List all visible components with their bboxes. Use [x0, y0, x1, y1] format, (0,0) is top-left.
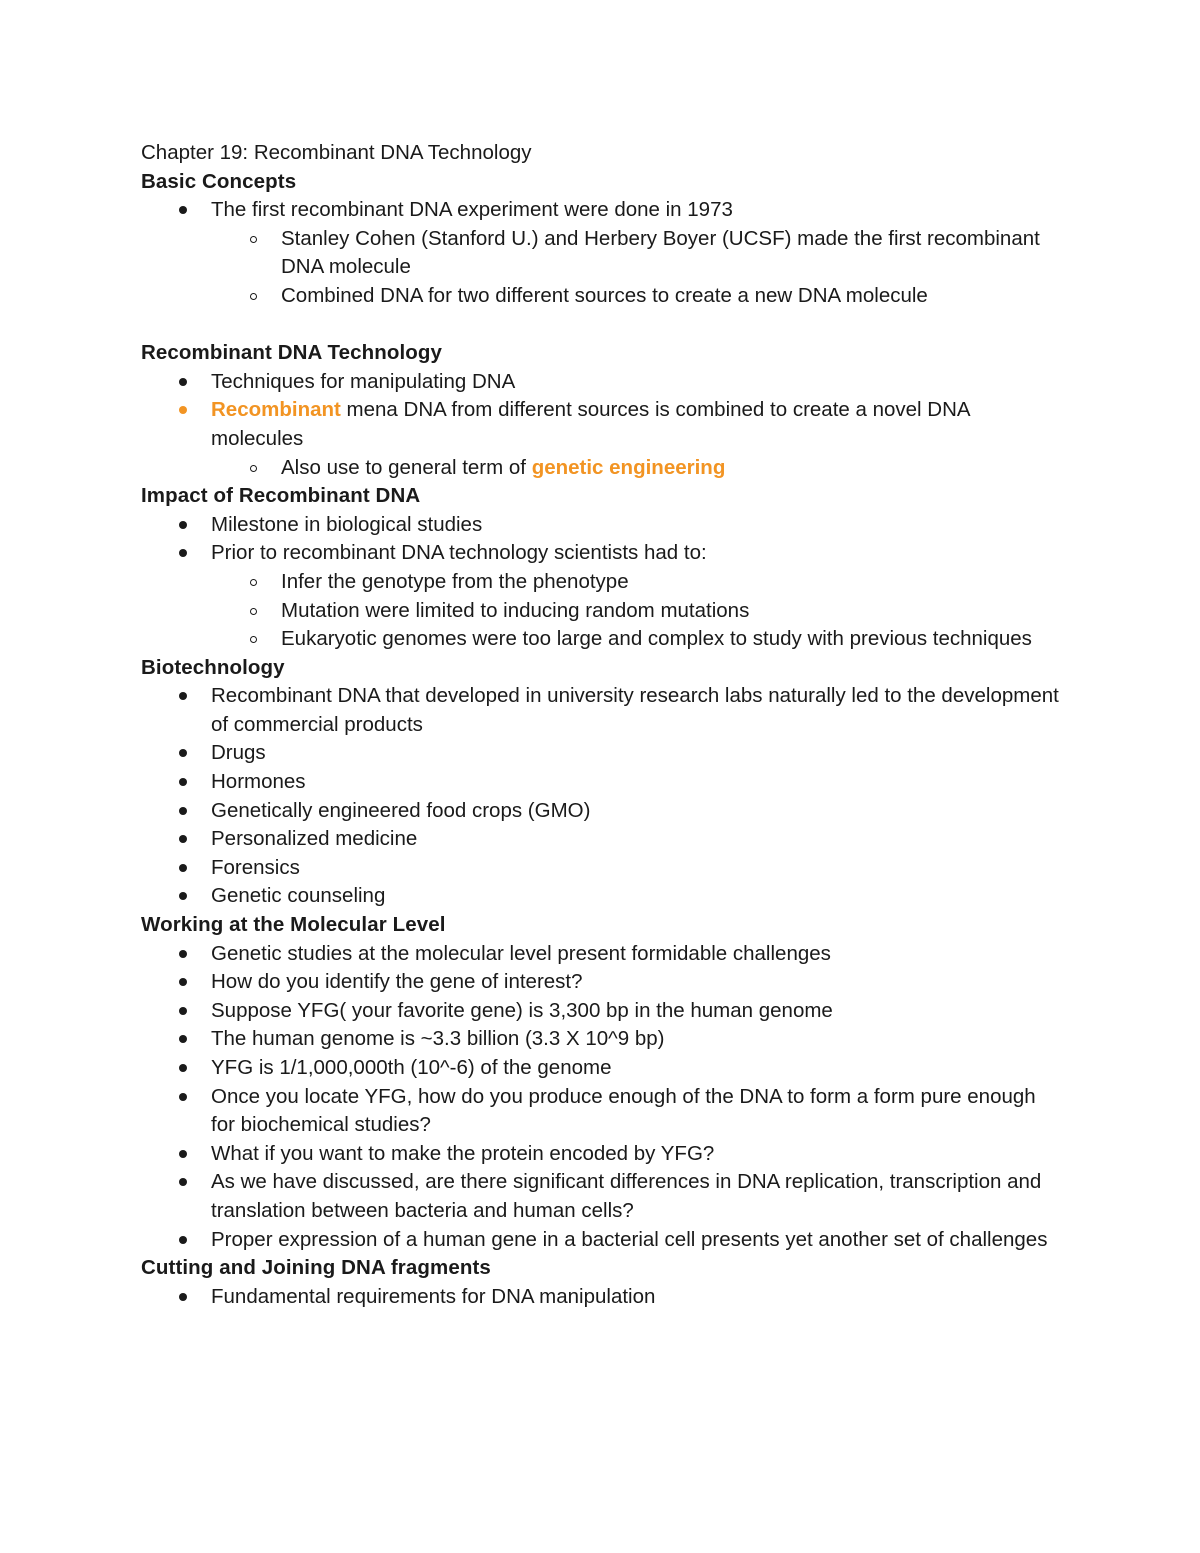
list-item [141, 968, 1061, 997]
list-item [141, 1140, 1061, 1169]
impact-list [141, 511, 1061, 654]
sub-list [211, 568, 1061, 654]
sub-list-item [211, 625, 1061, 654]
bullet-icon [179, 1035, 187, 1043]
list-item-text: Drugs [211, 741, 266, 765]
list-item-text: Recombinant DNA that developed in university research labs naturally led to the development of commercial products [211, 684, 1059, 736]
list-item [141, 797, 1061, 826]
section-heading-cutting-joining: Cutting and Joining DNA fragments [141, 1256, 491, 1280]
hollow-bullet-icon [250, 465, 257, 472]
list-item-text: Hormones [211, 770, 306, 794]
list-item [141, 940, 1061, 969]
cutting-joining-list [141, 1283, 1061, 1312]
sub-list-item-text: Combined DNA for two different sources to create a new DNA molecule [281, 283, 928, 307]
bullet-icon [179, 950, 187, 958]
highlight-term-genetic-engineering: genetic engineering [531, 455, 726, 479]
list-item-text: Genetically engineered food crops (GMO) [211, 798, 591, 822]
sub-list-item-text: Eukaryotic genomes were too large and complex to study with previous techniques [281, 627, 1032, 651]
list-item [141, 854, 1061, 883]
bullet-icon [179, 778, 187, 786]
bullet-icon [179, 749, 187, 757]
section-heading-biotechnology: Biotechnology [141, 655, 285, 679]
sub-list-item [211, 568, 1061, 597]
document-body [141, 139, 1061, 1311]
list-item [141, 882, 1061, 911]
bullet-icon [179, 549, 187, 557]
list-item [141, 682, 1061, 739]
bullet-icon [179, 864, 187, 872]
list-item-text: Genetic counseling [211, 884, 386, 908]
list-item-text: Fundamental requirements for DNA manipulation [211, 1284, 656, 1308]
sub-list [211, 454, 1061, 483]
list-item [141, 768, 1061, 797]
section-heading-basic-concepts: Basic Concepts [141, 169, 297, 193]
bullet-icon [179, 378, 187, 386]
list-item-text: mena DNA from different sources is combined to create a novel DNA molecules [211, 398, 970, 450]
list-item-text: Techniques for manipulating DNA [211, 369, 516, 393]
section-heading-recombinant-dna-technology: Recombinant DNA Technology [141, 341, 443, 365]
list-item-text: Forensics [211, 855, 300, 879]
hollow-bullet-icon [250, 636, 257, 643]
bullet-icon [179, 1293, 187, 1301]
list-item [141, 997, 1061, 1026]
bullet-icon [179, 206, 187, 214]
sub-list-item [211, 282, 1061, 311]
list-item-text: Once you locate YFG, how do you produce enough of the DNA to form a form pure enough for biochemical studies? [211, 1084, 1036, 1137]
list-item-text: Proper expression of a human gene in a bacterial cell presents yet another set of challenges [211, 1227, 1048, 1251]
basic-concepts-list [141, 196, 1061, 310]
sub-list-item [211, 225, 1061, 282]
sub-list-item [211, 597, 1061, 626]
list-item-text: The first recombinant DNA experiment were done in 1973 [211, 198, 733, 222]
section-heading-impact: Impact of Recombinant DNA [141, 484, 421, 508]
biotechnology-list [141, 682, 1061, 911]
bullet-icon [179, 692, 187, 700]
bullet-icon [179, 1093, 187, 1101]
list-item [141, 396, 1061, 482]
blank-line [141, 311, 1061, 340]
section-heading-molecular-level: Working at the Molecular Level [141, 913, 446, 937]
sub-list-item-text: Mutation were limited to inducing random mutations [281, 598, 750, 622]
list-item [141, 368, 1061, 397]
list-item-text: Milestone in biological studies [211, 512, 483, 536]
list-item-text: What if you want to make the protein encoded by YFG? [211, 1141, 715, 1165]
bullet-icon [179, 1064, 187, 1072]
bullet-icon [179, 835, 187, 843]
hollow-bullet-icon [250, 293, 257, 300]
hollow-bullet-icon [250, 236, 257, 243]
list-item [141, 1168, 1061, 1225]
orange-bullet-icon [179, 406, 187, 414]
hollow-bullet-icon [250, 579, 257, 586]
bullet-icon [179, 807, 187, 815]
list-item-text: Genetic studies at the molecular level present formidable challenges [211, 941, 831, 965]
sub-list-item-text: Also use to general term of [281, 455, 532, 479]
sub-list-item-text: Infer the genotype from the phenotype [281, 569, 629, 593]
list-item [141, 196, 1061, 310]
sub-list [211, 225, 1061, 311]
bullet-icon [179, 1236, 187, 1244]
hollow-bullet-icon [250, 608, 257, 615]
bullet-icon [179, 978, 187, 986]
document-title: Chapter 19: Recombinant DNA Technology [141, 141, 532, 164]
bullet-icon [179, 521, 187, 529]
bullet-icon [179, 1150, 187, 1158]
list-item-text: YFG is 1/1,000,000th (10^-6) of the genome [211, 1056, 612, 1079]
list-item [141, 739, 1061, 768]
list-item-text: Prior to recombinant DNA technology scientists had to: [211, 541, 707, 565]
sub-list-item-text: Stanley Cohen (Stanford U.) and Herbery Boyer (UCSF) made the first recombinant DNA molecule [281, 226, 1040, 279]
molecular-level-list [141, 940, 1061, 1255]
list-item [141, 1025, 1061, 1054]
list-item [141, 825, 1061, 854]
list-item-text: How do you identify the gene of interest? [211, 970, 583, 994]
bullet-icon [179, 1178, 187, 1186]
list-item [141, 1054, 1061, 1083]
list-item [141, 1083, 1061, 1140]
list-item [141, 1226, 1061, 1255]
list-item [141, 539, 1061, 653]
list-item-text: As we have discussed, are there significant differences in DNA replication, transcription and translation between bacteria and human cells? [211, 1170, 1042, 1222]
list-item [141, 511, 1061, 540]
list-item [141, 1283, 1061, 1312]
recombinant-dna-technology-list [141, 368, 1061, 482]
list-item-text: Personalized medicine [211, 827, 418, 851]
list-item-text: Suppose YFG( your favorite gene) is 3,300 bp in the human genome [211, 998, 833, 1022]
sub-list-item [211, 454, 1061, 483]
bullet-icon [179, 1007, 187, 1015]
bullet-icon [179, 892, 187, 900]
highlight-term-recombinant: Recombinant [211, 398, 341, 422]
list-item-text: The human genome is ~3.3 billion (3.3 X 10^9 bp) [211, 1027, 665, 1051]
